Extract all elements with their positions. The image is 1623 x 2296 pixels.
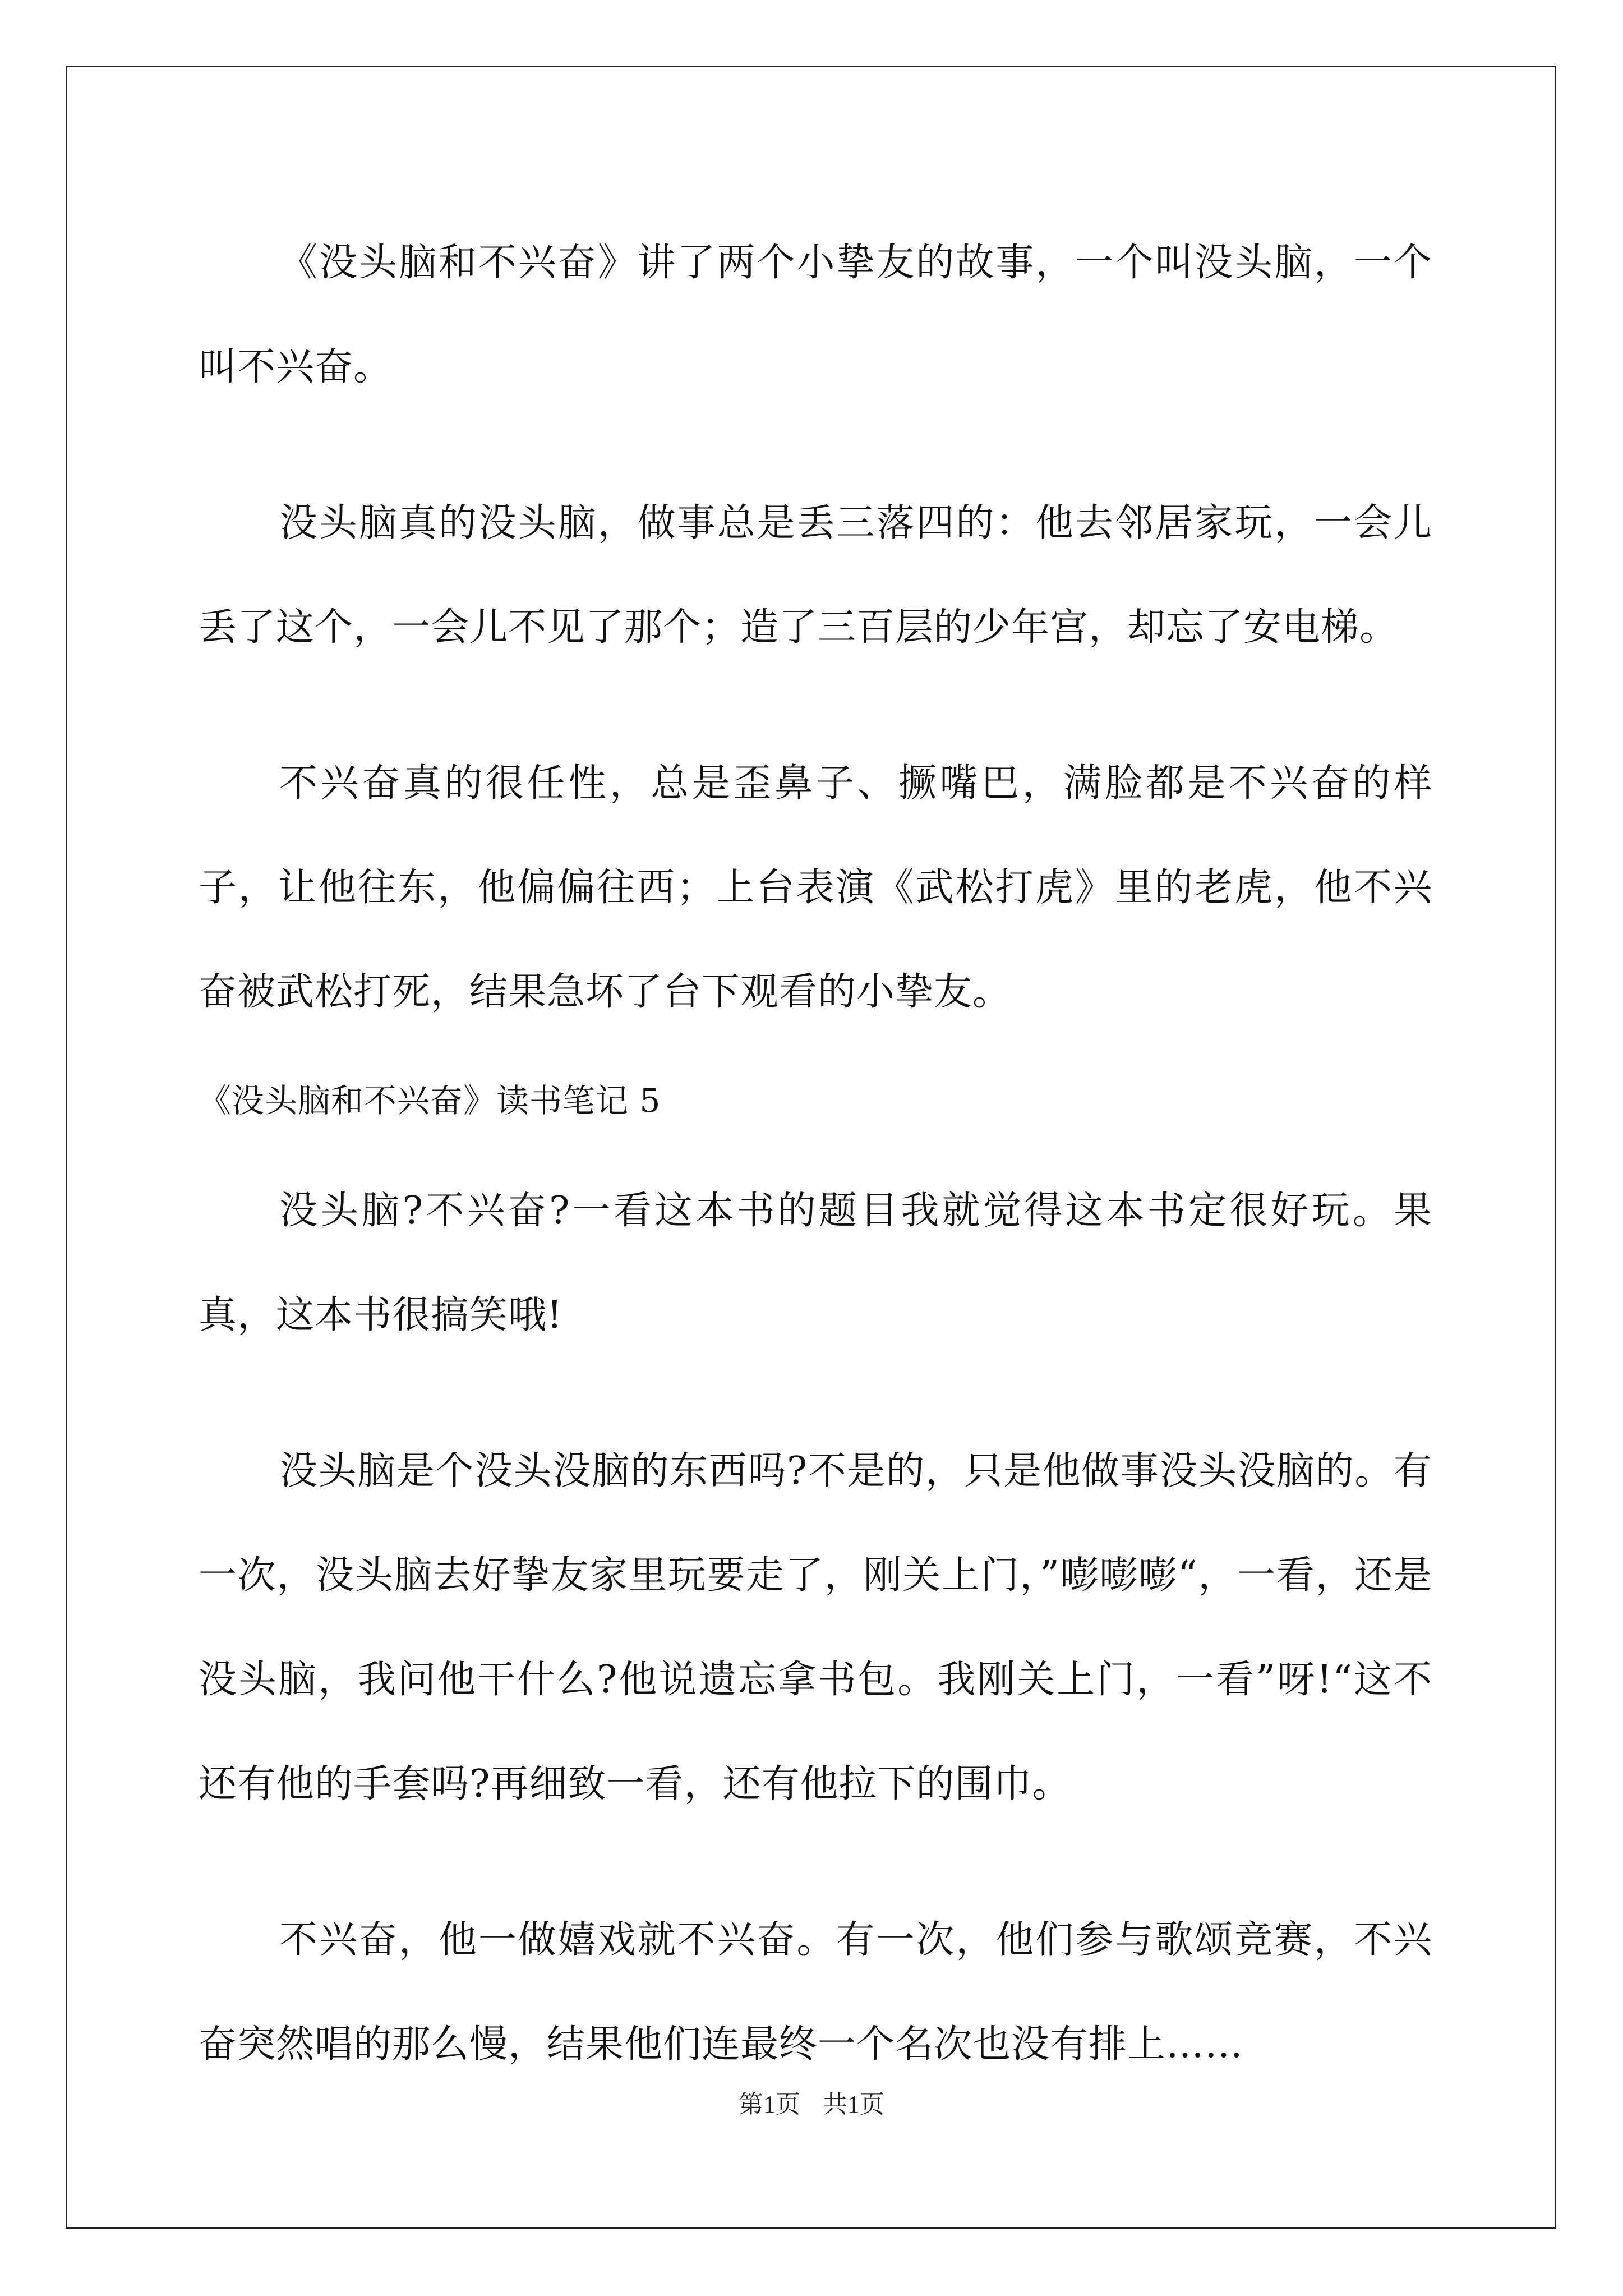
page-footer	[0, 2088, 1623, 2122]
page-number-current: 第1页	[739, 2091, 800, 2118]
document-body	[199, 211, 1432, 2148]
page-number-total: 共1页	[823, 2091, 884, 2118]
paragraph: 没头脑?不兴奋?一看这本书的题目我就觉得这本书定很好玩。果真，这本书很搞笑哦!	[199, 1189, 1432, 1337]
paragraph: 没头脑真的没头脑，做事总是丢三落四的：他去邻居家玩，一会儿丢了这个，一会儿不见了那个；造了三百层的少年宫，却忘了安电梯。	[199, 501, 1432, 650]
section-heading: 《没头脑和不兴奋》读书笔记 5	[199, 1082, 661, 1120]
paragraph: 不兴奋，他一做嬉戏就不兴奋。有一次，他们参与歌颂竞赛，不兴奋突然唱的那么慢，结果他们连最终一个名次也没有排上……	[199, 1918, 1432, 2067]
paragraph: 不兴奋真的很任性，总是歪鼻子、撅嘴巴，满脸都是不兴奋的样子，让他往东，他偏偏往西；上台表演《武松打虎》里的老虎，他不兴奋被武松打死，结果急坏了台下观看的小挚友。	[199, 761, 1432, 1014]
paragraph: 没头脑是个没头没脑的东西吗?不是的，只是他做事没头没脑的。有一次，没头脑去好挚友家里玩要走了，刚关上门，”嘭嘭嘭“，一看，还是没头脑，我问他干什么?他说遗忘拿书包。我刚关上门，一看”呀!“这不还有他的手套吗?再细致一看，还有他拉下的围巾。	[199, 1449, 1432, 1806]
paragraph: 《没头脑和不兴奋》讲了两个小挚友的故事，一个叫没头脑，一个叫不兴奋。	[199, 241, 1432, 389]
